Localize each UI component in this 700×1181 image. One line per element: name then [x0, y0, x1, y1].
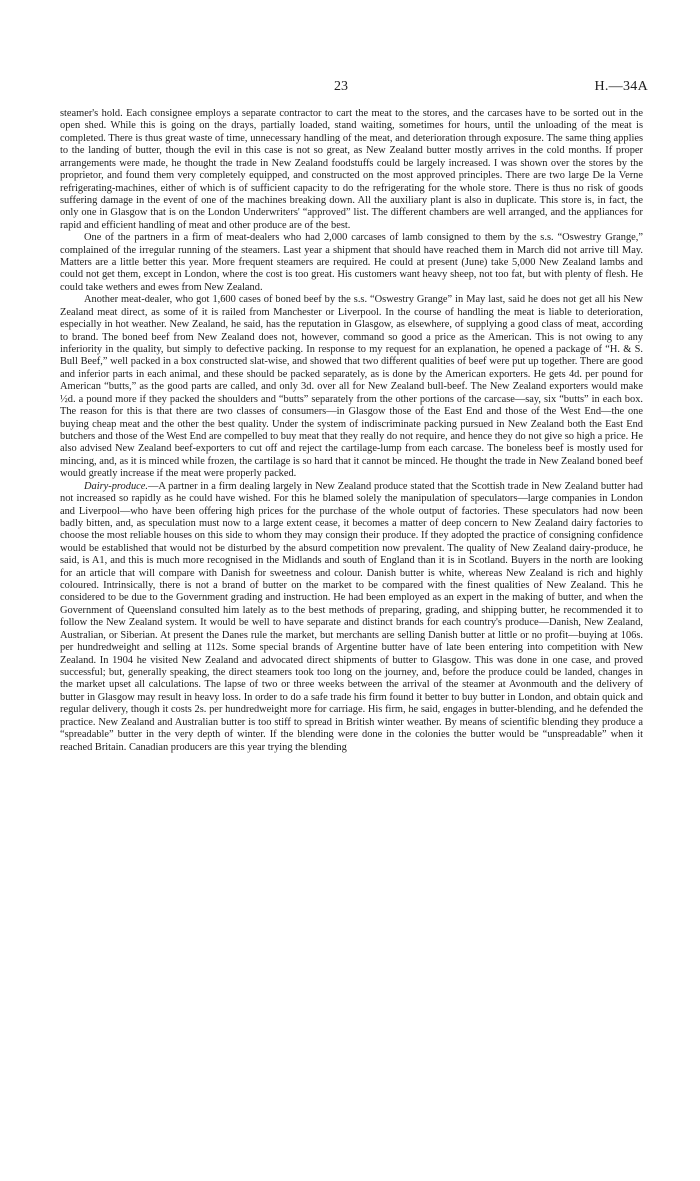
- paragraph-1: [60, 108, 643, 232]
- paragraph-2: [60, 232, 643, 294]
- paragraph-3-text: Another meat-dealer, who got 1,600 cases of boned beef by the s.s. “Oswestry Grange” in May last, said he does not get all his New Zealand meat direct, as some of it is railed from Manchester or Liverpool. In the course of handling the meat is liable to deterioration, especially in hot weather. New Zealand, he said, has the reputation in Glasgow, as elsewhere, of supplying a good class of meat, according to brand. The boned beef from New Zealand does not, however, command so good a price as the American. This is not owing to any inferiority in the quality, but simply to defective packing. In response to my request for an explanation, he opened a package of “H. & S. Bull Beef,” well packed in a box constructed slat-wise, and showed that two different qualities of beef were put up together. There are good and inferior parts in each animal, and these should be packed separately, as is done by the American exporters. He gets 4d. per pound for American “butts,” as the good parts are called, and only 3d. over all for New Zealand bull-beef. The New Zealand exporters would make ½d. a pound more if they packed the shoulders and “butts” separately from the other portions of the carcase—say, six “butts” in each box. The reason for this is that there are two classes of consumers—in Glasgow those of the East End and those of the West End—the one buying cheap meat and the other the best quality. Under the system of indiscriminate packing pursued in New Zealand both the East End butchers and those of the West End are compelled to buy meat that they really do not require, and hence they do not give so high a price. He also advised New Zealand beef-exporters to cut off and reject the cartilage-lump from each carcase. The boneless beef is mostly used for mincing, and, as it is minced while frozen, the cartilage is so hard that it cannot be minced. He thought the trade in New Zealand boned beef would greatly increase if the meat were properly packed.: [60, 294, 643, 480]
- paragraph-2-text: One of the partners in a firm of meat-dealers who had 2,000 carcases of lamb consigned to them by the s.s. “Oswestry Grange,” complained of the irregular running of the steamers. Last year a shipment that should have reached them in March did not arrive till May. Matters are a little better this year. More frequent steamers are required. He could at present (June) take 5,000 New Zealand lambs and could not get them, except in London, where the cost is too great. His customers want heavy sheep, not too fat, but with plenty of flesh. He could take wethers and ewes from New Zealand.: [60, 232, 643, 293]
- dairy-produce-heading: Dairy-produce.: [84, 480, 148, 492]
- paragraph-4-text: —A partner in a firm dealing largely in New Zealand produce stated that the Scottish trade in New Zealand butter had not increased so rapidly as he could have wished. For this he blamed solely the manipulation of speculators—large companies in London and Liverpool—who have been offering high prices for the purchase of the whole output of factories. These speculators had now been badly bitten, and, as speculation must now to a large extent cease, it becomes a matter of deep concern to New Zealand dairy factories to choose the most reliable houses on this side to whom they may consign their produce. If they adopted the practice of consigning confidence would be established that would not be disturbed by the absurd competition now prevalent. The quality of New Zealand dairy-produce, he said, is A1, and this is much more recognised in the Midlands and south of England than it is in Scotland. Buyers in the north are looking for an article that will compare with Danish for sweetness and colour. Danish butter is white, whereas New Zealand is rich and highly coloured. Intrinsically, there is not a brand of butter on the market to be compared with the finest qualities of New Zealand. This he considered to be due to the Government grading and instruction. He had been employed as an expert in the making of butter, and when the Government of Queensland consulted him lately as to the best methods of preparing, grading, and shipping butter, he recommended it to follow the New Zealand system. It would be well to have separate and distinct brands for each country's produce—Danish, New Zealand, Australian, or Siberian. At present the Danes rule the market, but merchants are selling Danish butter at little or no profit—buying at 106s. per hundredweight and selling at 112s. Some special brands of Argentine butter have of late been entering into competition with New Zealand. In 1904 he visited New Zealand and advocated direct shipments of butter to Glasgow. This was done in one case, and proved successful; but, generally speaking, the direct steamers took too long on the journey, and, before the produce could be landed, changes in the market upset all calculations. The lapse of two or three weeks between the arrival of the steamer at Avonmouth and the delivery of butter in Glasgow may result in heavy loss. In order to do a safe trade his firm found it better to buy butter in London, and obtain quick and regular delivery, though it costs 2s. per hundredweight more for carriage. His firm, he said, engages in butter-blending, and he defended the practice. New Zealand and Australian butter is too stiff to spread in British winter weather. By means of scientific blending they produce a “spreadable” butter in the very depth of winter. If the blending were done in the colonies the butter would be “unspreadable” when it reached Britain. Canadian producers are this year trying the blending: [60, 480, 643, 753]
- paragraph-3: [60, 294, 643, 480]
- document-reference: H.—34A: [594, 79, 648, 94]
- paragraph-1-text: steamer's hold. Each consignee employs a separate contractor to cart the meat to the stores, and the carcases have to be sorted out in the open shed. While this is going on the drays, partially loaded, stand waiting, sometimes for hours, until the unloading of the meat is completed. There is thus great waste of time, unnecessary handling of the meat, and deterioration through exposure. The same thing applies to the landing of butter, though the evil in this case is not so great, as New Zealand butter mostly arrives in the cold months. If proper arrangements were made, he thought the trade in New Zealand foodstuffs could be largely increased. I was shown over the stores by the proprietor, and found them very completely equipped, and constructed on the most approved principles. There are two large De la Verne refrigerating-machines, either of which is of sufficient capacity to do the refrigerating for the whole store. There is thus no risk of goods suffering damage in the event of one of the machines breaking down. All the auxiliary plant is also in duplicate. This store is, in fact, the only one in Glasgow that is on the London Underwriters' “approved” list. The different chambers are well arranged, and the appliances for rapid and efficient handling of meat and other produce are of the best.: [60, 108, 643, 231]
- body-text: [60, 108, 643, 754]
- paragraph-4: [60, 481, 643, 754]
- page-header: [0, 79, 700, 99]
- page-number: 23: [334, 79, 348, 94]
